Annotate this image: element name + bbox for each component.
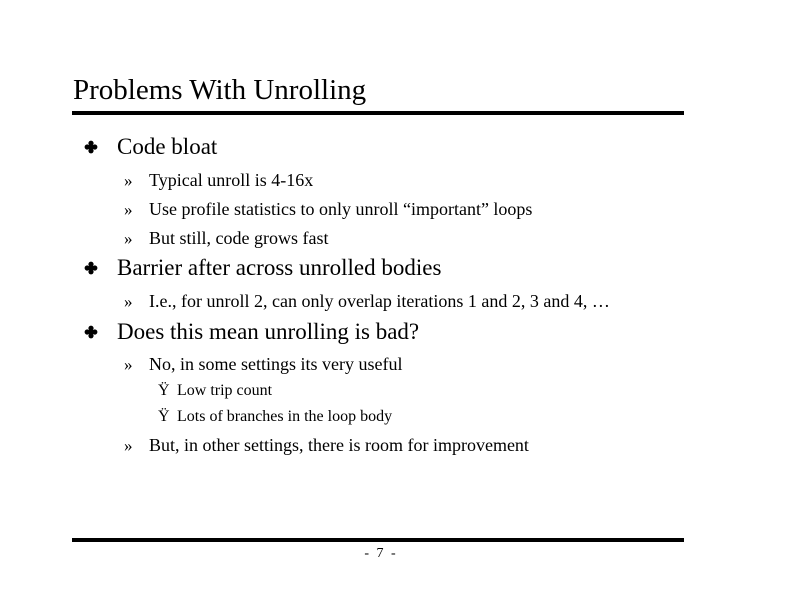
subbullet-item [124,170,313,191]
diamond-clover-bullet-icon [84,140,117,154]
raquo-marker: » [124,200,133,219]
subbullet-text: But, in other settings, there is room for improvement [149,435,529,455]
subbullet-text: No, in some settings its very useful [149,354,403,374]
slide-title: Problems With Unrolling [73,74,367,106]
subbullet-item [124,228,328,249]
y-marker: Ÿ [158,408,170,425]
diamond-clover-bullet-icon [84,325,117,339]
bullet-text: Barrier after across unrolled bodies [117,255,442,280]
bullet-text: Code bloat [117,134,218,159]
bullet-barrier [84,255,441,281]
subbullet-text: Use profile statistics to only unroll “important” loops [149,199,533,219]
bullet-unrolling-bad [84,319,419,345]
sub-subbullet-item [158,408,392,426]
raquo-marker: » [124,292,133,311]
sub-subbullet-text: Low trip count [177,382,273,399]
raquo-marker: » [124,436,133,455]
raquo-marker: » [124,355,133,374]
page-number: - 7 - [364,546,398,561]
subbullet-item [124,354,402,375]
subbullet-text: I.e., for unroll 2, can only overlap iterations 1 and 2, 3 and 4, … [149,291,610,311]
sub-subbullet-text: Lots of branches in the loop body [177,408,393,425]
footer-rule [72,538,684,542]
sub-subbullet-item [158,382,272,400]
raquo-marker: » [124,171,133,190]
subbullet-text: But still, code grows fast [149,228,329,248]
raquo-marker: » [124,229,133,248]
bullet-text: Does this mean unrolling is bad? [117,319,420,344]
bullet-code-bloat [84,134,217,160]
y-marker: Ÿ [158,382,170,399]
subbullet-text: Typical unroll is 4-16x [149,170,314,190]
subbullet-item [124,199,532,220]
subbullet-item [124,291,610,312]
diamond-clover-bullet-icon [84,261,117,275]
subbullet-item [124,435,529,456]
